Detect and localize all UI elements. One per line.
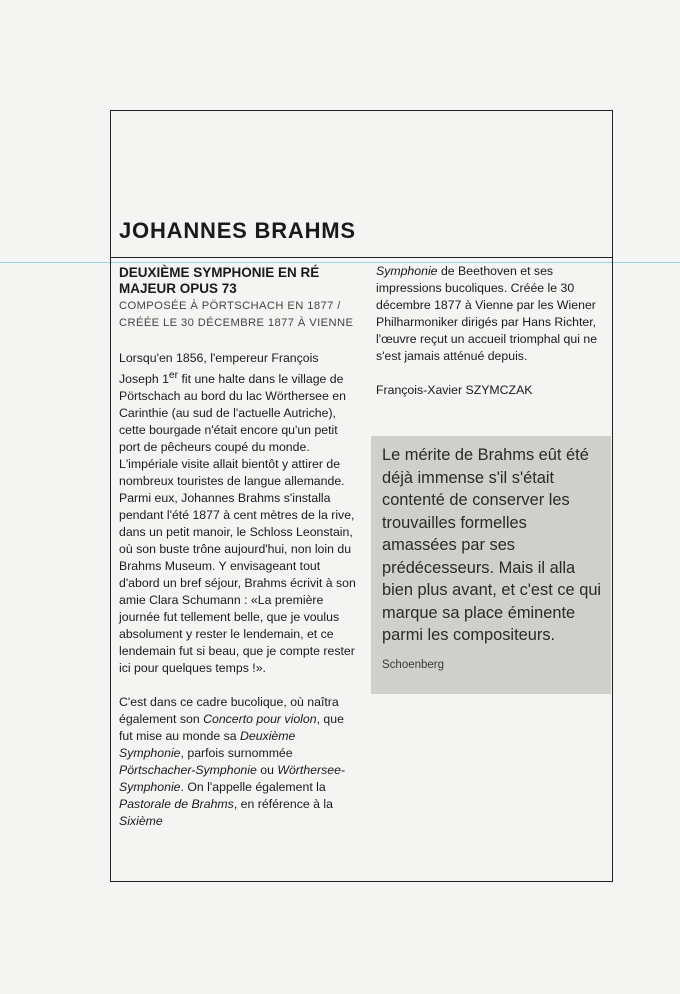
p2-italic-5: Pastorale de Brahms	[119, 797, 234, 812]
p2-text-b: , que fut mise au monde sa	[119, 712, 344, 744]
quote-author: Schoenberg	[382, 658, 445, 671]
header-area	[111, 111, 612, 258]
left-column	[119, 263, 361, 847]
p3-italic-1: Symphonie	[376, 264, 438, 278]
work-subtitle-line1: COMPOSÉE À PÖRTSCHACH EN 1877 /	[119, 300, 341, 312]
p2-text-c: , parfois surnommée	[180, 746, 293, 761]
p2-text-d: ou	[256, 763, 278, 778]
paragraph-3	[376, 263, 608, 365]
composer-name: JOHANNES BRAHMS	[119, 218, 356, 243]
page-frame	[110, 110, 613, 882]
p2-text-e: . On l'appelle également la	[180, 780, 326, 795]
pull-quote	[371, 436, 611, 694]
p1-superscript: er	[168, 370, 179, 381]
p2-text-f: , en référence à la	[233, 797, 333, 812]
paragraph-2	[119, 694, 361, 830]
p3-text-a: de Beethoven et ses impressions bucoliques. Créée le 30 décembre 1877 à Vienne par les Wiener Philharmoniker dirigés par Hans Richter, l'œuvre reçut un accueil triomphal qui ne s'est jamais atténué depuis.	[376, 264, 598, 363]
right-column	[376, 263, 608, 416]
p2-text-a: C'est dans ce cadre bucolique, où naîtra également son	[119, 695, 339, 727]
p1-text-b: fit une halte dans le village de Pörtschach au bord du lac Wörthersee en Carinthie (au sud de l'actuelle Autriche), cette bourgade n'était encore qu'un petit port de pêcheurs coupé du monde. L'impériale visite allait bientôt y attirer de nombreux touristes de langue allemande. Parmi eux, Johannes Brahms s'installa pendant l'été 1877 à cent mètres de la rive, dans un petit manoir, le Schloss Leonstain, où son buste trône aujourd'hui, non loin du Brahms Museum. Y envisageant tout d'abord un bref séjour, Brahms écrivit à son amie Clara Schumann : «La première journée fut tellement belle, que je voulus absolument y rester le lendemain, et ce lendemain fut si beau, que je compte rester ici pour quelques temps !».	[119, 372, 356, 676]
p1-text-a: Lorsqu'en 1856, l'empereur François Joseph 1	[119, 351, 319, 387]
work-subtitle	[119, 298, 361, 332]
p2-italic-1: Concerto pour violon	[203, 712, 317, 727]
p2-italic-4: Wörthersee-Symphonie	[119, 763, 346, 795]
work-title: DEUXIÈME SYMPHONIE EN RÉ MAJEUR OPUS 73	[119, 265, 320, 296]
work-subtitle-line2: CRÉÉE LE 30 DÉCEMBRE 1877 À VIENNE	[119, 317, 354, 329]
paragraph-1	[119, 350, 361, 677]
article-author: François-Xavier SZYMCZAK	[376, 383, 533, 397]
quote-text: Le mérite de Brahms eût été déjà immense s'il s'était contenté de conserver les trouvailles formelles amassées par ses prédécesseurs. Mais il alla bien plus avant, et c'est ce qui marque sa place éminente parmi les compositeurs.	[382, 446, 602, 644]
p2-italic-6: Sixième	[119, 814, 163, 829]
p2-italic-2: Deuxième Symphonie	[119, 729, 296, 761]
p2-italic-3: Pörtschacher-Symphonie	[119, 763, 257, 778]
